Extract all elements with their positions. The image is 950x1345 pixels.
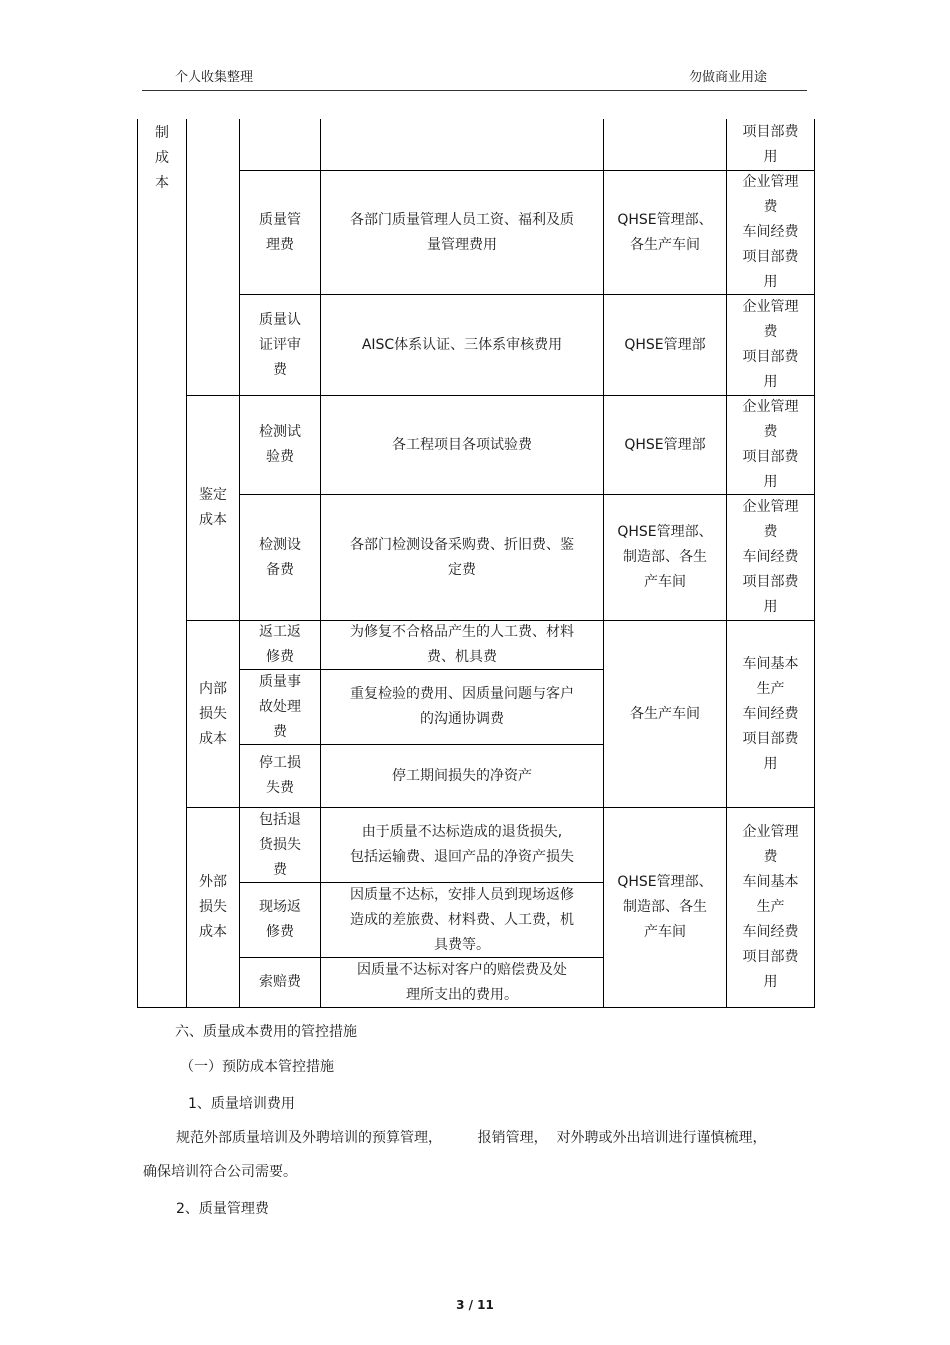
paragraph-line: 规范外部质量培训及外聘培训的预算管理， 报销管理， 对外聘或外出培训进行谨慎梳理， <box>176 1130 767 1146</box>
subsection-heading: （一）预防成本管控措施 <box>180 1059 334 1075</box>
department-cell: QHSE管理部 <box>624 436 706 453</box>
section-heading: 六、质量成本费用的管控措施 <box>175 1024 357 1040</box>
item-cell: 返工返 修费 <box>259 624 301 665</box>
item-cell: 停工损 失费 <box>259 755 301 796</box>
account-cell: 企业管理 费 项目部费 用 <box>742 299 799 390</box>
header-rule <box>142 90 807 91</box>
department-cell: QHSE管理部 <box>624 336 706 353</box>
item-cell: 检测试 验费 <box>259 424 301 465</box>
description-cell: 停工期间损失的净资产 <box>392 767 532 784</box>
description-cell: 各工程项目各项试验费 <box>392 436 532 453</box>
account-cell: 企业管理 费 车间经费 项目部费 用 <box>742 174 799 290</box>
header-right-text: 勿做商业用途 <box>689 70 768 85</box>
account-cell: 项目部费 用 <box>742 123 799 165</box>
account-cell: 企业管理 费 项目部费 用 <box>742 399 799 490</box>
paragraph-line: 确保培训符合公司需要。 <box>143 1164 297 1180</box>
item-heading: 1、质量培训费用 <box>188 1096 295 1112</box>
department-cell: QHSE管理部、 各生产车间 <box>617 211 713 253</box>
description-cell: 重复检验的费用、因质量问题与客户 的沟通协调费 <box>350 686 574 727</box>
item-heading: 2、质量管理费 <box>176 1201 269 1217</box>
item-cell: 索赔费 <box>259 974 301 990</box>
table-border-left <box>137 119 138 1008</box>
category-cell: 制 成 本 <box>155 125 169 191</box>
item-cell: 质量事 故处理 费 <box>259 673 301 740</box>
item-cell: 包括退 货损失 费 <box>259 811 301 878</box>
description-cell: 因质量不达标对客户的赔偿费及处 理所支出的费用。 <box>357 961 567 1003</box>
description-cell: 各部门质量管理人员工资、福利及质 量管理费用 <box>350 211 574 253</box>
description-cell: 为修复不合格品产生的人工费、材料 费、机具费 <box>350 624 574 665</box>
description-cell: 各部门检测设备采购费、折旧费、鉴 定费 <box>350 536 574 578</box>
description-cell: 因质量不达标，安排人员到现场返修 造成的差旅费、材料费、人工费，机 具费等。 <box>350 886 574 953</box>
department-cell: 各生产车间 <box>630 705 700 722</box>
description-cell: AISC体系认证、三体系审核费用 <box>361 336 563 353</box>
header-left-text: 个人收集整理 <box>175 70 254 85</box>
department-cell: QHSE管理部、 制造部、各生 产车间 <box>617 524 713 590</box>
table-border-right <box>814 119 815 1008</box>
item-cell: 质量认 证评审 费 <box>259 311 301 378</box>
item-cell: 检测设 备费 <box>259 536 301 578</box>
description-cell: 由于质量不达标造成的退货损失, 包括运输费、退回产品的净资产损失 <box>350 824 574 865</box>
account-cell: 企业管理 费 车间经费 项目部费 用 <box>742 499 799 615</box>
account-cell: 车间基本 生产 车间经费 项目部费 用 <box>742 655 799 772</box>
department-cell: QHSE管理部、 制造部、各生 产车间 <box>617 874 713 940</box>
group-appraisal-cost: 鉴定 成本 <box>199 487 227 528</box>
group-internal-loss-cost: 内部 损失 成本 <box>199 680 227 747</box>
page-number: 3 / 11 <box>456 1298 494 1312</box>
item-cell: 质量管 理费 <box>259 211 301 253</box>
item-cell: 现场返 修费 <box>259 899 301 940</box>
account-cell: 企业管理 费 车间基本 生产 车间经费 项目部费 用 <box>742 824 799 990</box>
group-external-loss-cost: 外部 损失 成本 <box>199 874 227 940</box>
